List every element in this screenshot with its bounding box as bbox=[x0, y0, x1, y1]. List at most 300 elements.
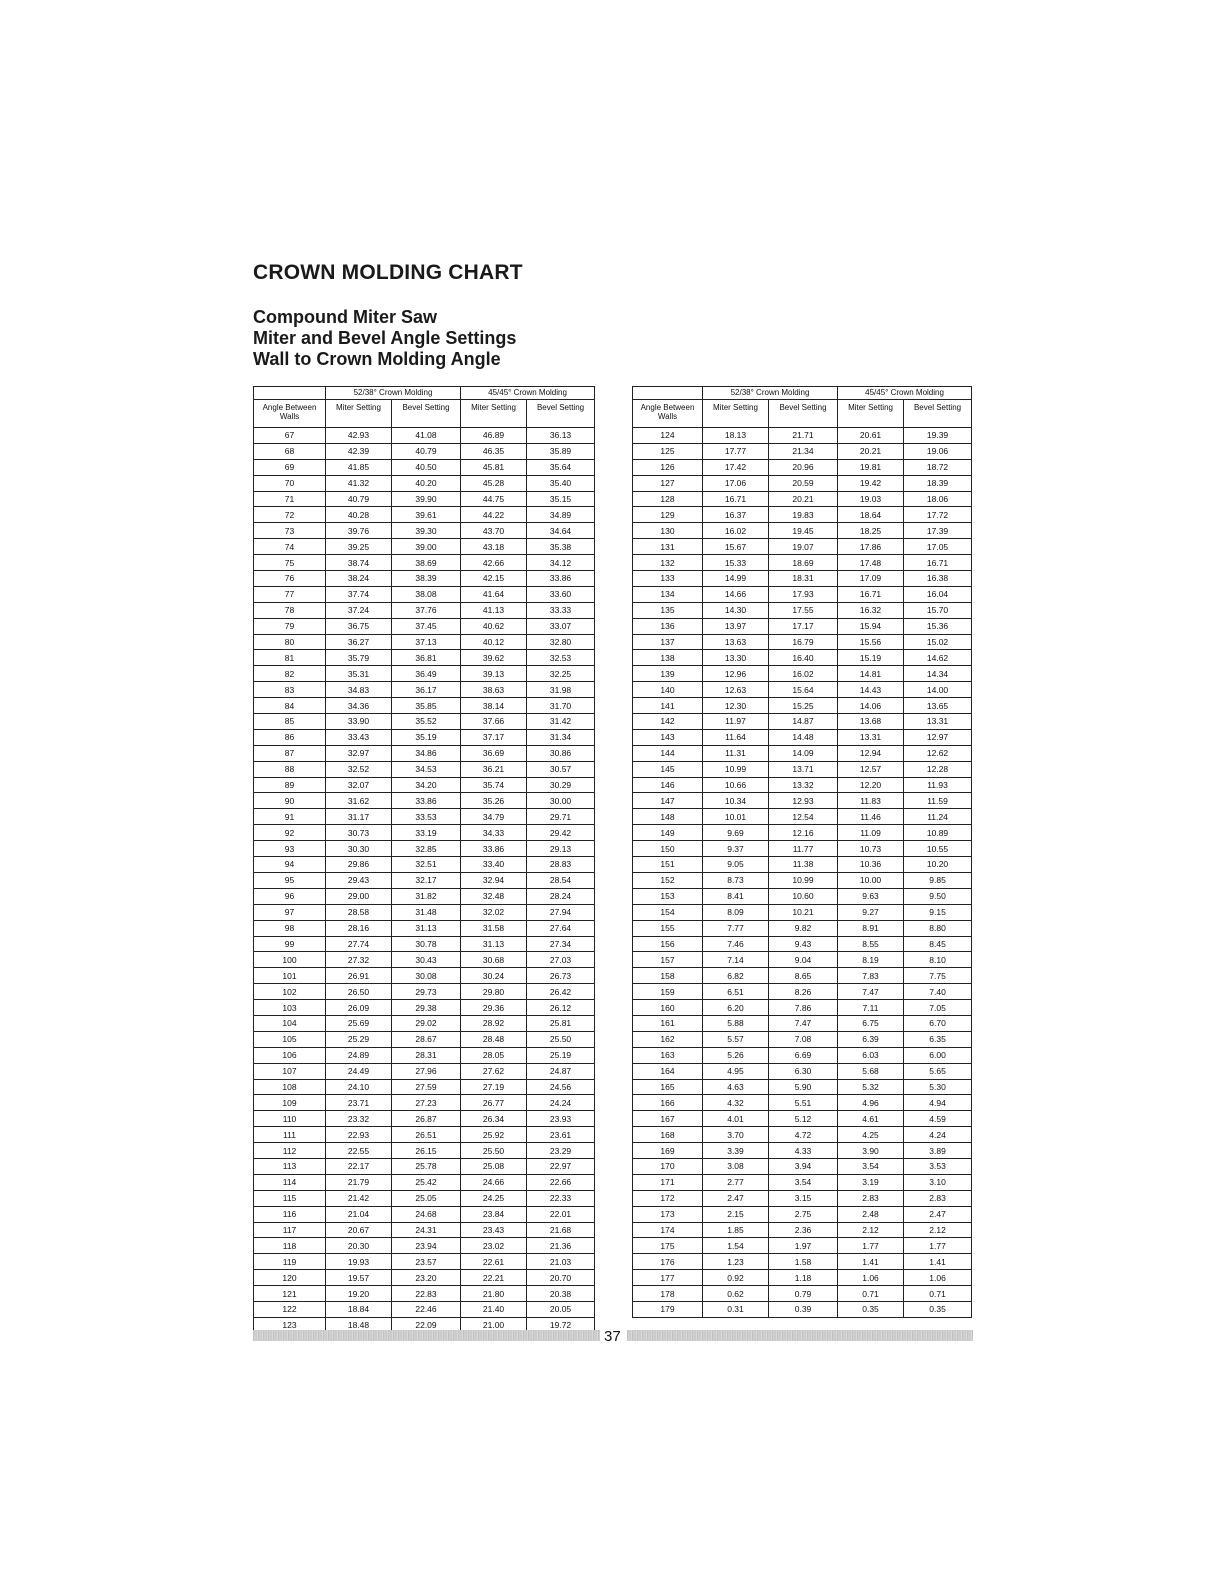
cell-bevel-45-45: 35.38 bbox=[527, 539, 595, 555]
cell-miter-52-38: 10.34 bbox=[703, 793, 769, 809]
cell-bevel-45-45: 35.89 bbox=[527, 443, 595, 459]
cell-angle: 159 bbox=[633, 984, 703, 1000]
table-row bbox=[254, 666, 595, 682]
cell-bevel-52-38: 6.30 bbox=[769, 1063, 838, 1079]
cell-bevel-52-38: 5.51 bbox=[769, 1095, 838, 1111]
cell-angle: 169 bbox=[633, 1143, 703, 1159]
table-row bbox=[254, 936, 595, 952]
cell-bevel-45-45: 31.98 bbox=[527, 682, 595, 698]
cell-bevel-52-38: 33.53 bbox=[392, 809, 461, 825]
cell-miter-45-45: 1.77 bbox=[838, 1238, 904, 1254]
cell-bevel-45-45: 13.31 bbox=[904, 714, 972, 730]
cell-bevel-45-45: 17.05 bbox=[904, 539, 972, 555]
table-row bbox=[633, 507, 972, 523]
cell-miter-52-38: 18.48 bbox=[326, 1317, 392, 1333]
cell-miter-45-45: 30.68 bbox=[461, 952, 527, 968]
cell-miter-45-45: 6.03 bbox=[838, 1047, 904, 1063]
cell-miter-45-45: 27.19 bbox=[461, 1079, 527, 1095]
cell-miter-45-45: 31.58 bbox=[461, 920, 527, 936]
cell-bevel-52-38: 37.13 bbox=[392, 634, 461, 650]
cell-bevel-45-45: 18.39 bbox=[904, 475, 972, 491]
cell-bevel-45-45: 4.94 bbox=[904, 1095, 972, 1111]
cell-miter-45-45: 17.86 bbox=[838, 539, 904, 555]
cell-miter-52-38: 39.76 bbox=[326, 523, 392, 539]
corner-cell bbox=[254, 387, 326, 400]
cell-bevel-52-38: 40.20 bbox=[392, 475, 461, 491]
table-row bbox=[254, 1079, 595, 1095]
footer-bar-left bbox=[253, 1330, 600, 1341]
cell-bevel-45-45: 3.53 bbox=[904, 1158, 972, 1174]
cell-bevel-45-45: 8.45 bbox=[904, 936, 972, 952]
cell-miter-45-45: 20.21 bbox=[838, 443, 904, 459]
cell-bevel-45-45: 3.10 bbox=[904, 1174, 972, 1190]
cell-miter-52-38: 22.17 bbox=[326, 1158, 392, 1174]
table-row bbox=[633, 571, 972, 587]
col-header-bevel: Bevel Setting bbox=[904, 400, 972, 428]
cell-bevel-52-38: 28.31 bbox=[392, 1047, 461, 1063]
table-row bbox=[633, 1111, 972, 1127]
cell-miter-45-45: 19.03 bbox=[838, 491, 904, 507]
cell-bevel-45-45: 12.28 bbox=[904, 761, 972, 777]
table-row bbox=[633, 793, 972, 809]
cell-angle: 100 bbox=[254, 952, 326, 968]
cell-bevel-52-38: 33.86 bbox=[392, 793, 461, 809]
table-row bbox=[254, 968, 595, 984]
table-row bbox=[633, 1206, 972, 1222]
table-row bbox=[633, 714, 972, 730]
cell-miter-52-38: 17.42 bbox=[703, 459, 769, 475]
cell-miter-45-45: 12.94 bbox=[838, 745, 904, 761]
cell-bevel-45-45: 26.12 bbox=[527, 1000, 595, 1016]
cell-miter-45-45: 37.66 bbox=[461, 714, 527, 730]
cell-miter-52-38: 29.00 bbox=[326, 888, 392, 904]
cell-angle: 75 bbox=[254, 555, 326, 571]
cell-bevel-52-38: 21.34 bbox=[769, 443, 838, 459]
cell-miter-45-45: 23.02 bbox=[461, 1238, 527, 1254]
cell-miter-45-45: 5.68 bbox=[838, 1063, 904, 1079]
cell-miter-45-45: 44.22 bbox=[461, 507, 527, 523]
cell-miter-52-38: 1.85 bbox=[703, 1222, 769, 1238]
cell-bevel-45-45: 5.65 bbox=[904, 1063, 972, 1079]
cell-bevel-52-38: 16.40 bbox=[769, 650, 838, 666]
cell-bevel-52-38: 27.59 bbox=[392, 1079, 461, 1095]
cell-angle: 114 bbox=[254, 1174, 326, 1190]
cell-bevel-45-45: 21.03 bbox=[527, 1254, 595, 1270]
cell-angle: 128 bbox=[633, 491, 703, 507]
cell-angle: 135 bbox=[633, 602, 703, 618]
cell-miter-52-38: 42.39 bbox=[326, 443, 392, 459]
cell-angle: 150 bbox=[633, 841, 703, 857]
cell-bevel-45-45: 0.35 bbox=[904, 1301, 972, 1317]
cell-bevel-45-45: 15.36 bbox=[904, 618, 972, 634]
cell-miter-52-38: 5.88 bbox=[703, 1015, 769, 1031]
cell-miter-45-45: 42.15 bbox=[461, 571, 527, 587]
cell-bevel-45-45: 33.60 bbox=[527, 586, 595, 602]
cell-angle: 156 bbox=[633, 936, 703, 952]
cell-angle: 108 bbox=[254, 1079, 326, 1095]
cell-miter-45-45: 27.62 bbox=[461, 1063, 527, 1079]
cell-miter-45-45: 11.46 bbox=[838, 809, 904, 825]
table-row bbox=[633, 1158, 972, 1174]
cell-bevel-45-45: 7.75 bbox=[904, 968, 972, 984]
cell-miter-52-38: 8.09 bbox=[703, 904, 769, 920]
cell-miter-45-45: 29.36 bbox=[461, 1000, 527, 1016]
cell-bevel-45-45: 11.93 bbox=[904, 777, 972, 793]
cell-miter-45-45: 8.19 bbox=[838, 952, 904, 968]
table-row bbox=[633, 618, 972, 634]
cell-miter-52-38: 29.43 bbox=[326, 872, 392, 888]
cell-bevel-52-38: 7.08 bbox=[769, 1031, 838, 1047]
cell-miter-45-45: 17.09 bbox=[838, 571, 904, 587]
cell-miter-45-45: 12.20 bbox=[838, 777, 904, 793]
cell-miter-45-45: 8.91 bbox=[838, 920, 904, 936]
cell-miter-45-45: 7.83 bbox=[838, 968, 904, 984]
cell-miter-45-45: 10.36 bbox=[838, 857, 904, 873]
table-row bbox=[633, 825, 972, 841]
cell-bevel-45-45: 17.39 bbox=[904, 523, 972, 539]
cell-bevel-52-38: 1.18 bbox=[769, 1270, 838, 1286]
cell-angle: 76 bbox=[254, 571, 326, 587]
table-row bbox=[254, 809, 595, 825]
cell-bevel-45-45: 27.64 bbox=[527, 920, 595, 936]
cell-bevel-52-38: 4.72 bbox=[769, 1127, 838, 1143]
cell-miter-52-38: 12.63 bbox=[703, 682, 769, 698]
group-header-52-38: 52/38° Crown Molding bbox=[703, 387, 838, 400]
cell-miter-52-38: 16.71 bbox=[703, 491, 769, 507]
cell-bevel-52-38: 24.31 bbox=[392, 1222, 461, 1238]
cell-miter-52-38: 8.41 bbox=[703, 888, 769, 904]
cell-miter-45-45: 13.31 bbox=[838, 729, 904, 745]
cell-miter-52-38: 38.24 bbox=[326, 571, 392, 587]
cell-angle: 120 bbox=[254, 1270, 326, 1286]
table-row bbox=[254, 571, 595, 587]
cell-miter-45-45: 40.62 bbox=[461, 618, 527, 634]
cell-miter-52-38: 29.86 bbox=[326, 857, 392, 873]
table-row bbox=[633, 1079, 972, 1095]
cell-miter-52-38: 23.71 bbox=[326, 1095, 392, 1111]
cell-miter-45-45: 40.12 bbox=[461, 634, 527, 650]
cell-miter-45-45: 23.43 bbox=[461, 1222, 527, 1238]
cell-bevel-45-45: 22.01 bbox=[527, 1206, 595, 1222]
cell-bevel-52-38: 22.83 bbox=[392, 1286, 461, 1302]
cell-miter-52-38: 20.30 bbox=[326, 1238, 392, 1254]
cell-miter-45-45: 45.81 bbox=[461, 459, 527, 475]
cell-miter-52-38: 14.66 bbox=[703, 586, 769, 602]
cell-bevel-45-45: 0.71 bbox=[904, 1286, 972, 1302]
cell-bevel-52-38: 15.64 bbox=[769, 682, 838, 698]
cell-bevel-45-45: 9.15 bbox=[904, 904, 972, 920]
cell-miter-45-45: 2.83 bbox=[838, 1190, 904, 1206]
cell-miter-52-38: 14.99 bbox=[703, 571, 769, 587]
cell-miter-45-45: 21.40 bbox=[461, 1301, 527, 1317]
table-row bbox=[633, 523, 972, 539]
table-row bbox=[633, 602, 972, 618]
cell-angle: 93 bbox=[254, 841, 326, 857]
table-row bbox=[254, 1270, 595, 1286]
table-row bbox=[254, 618, 595, 634]
cell-miter-45-45: 29.80 bbox=[461, 984, 527, 1000]
cell-miter-52-38: 10.99 bbox=[703, 761, 769, 777]
cell-miter-52-38: 35.79 bbox=[326, 650, 392, 666]
cell-angle: 131 bbox=[633, 539, 703, 555]
cell-bevel-52-38: 38.39 bbox=[392, 571, 461, 587]
cell-bevel-52-38: 31.13 bbox=[392, 920, 461, 936]
cell-miter-52-38: 41.85 bbox=[326, 459, 392, 475]
cell-miter-52-38: 8.73 bbox=[703, 872, 769, 888]
cell-miter-45-45: 2.12 bbox=[838, 1222, 904, 1238]
cell-miter-52-38: 25.69 bbox=[326, 1015, 392, 1031]
cell-bevel-52-38: 16.79 bbox=[769, 634, 838, 650]
cell-angle: 115 bbox=[254, 1190, 326, 1206]
cell-miter-52-38: 24.10 bbox=[326, 1079, 392, 1095]
cell-bevel-52-38: 39.61 bbox=[392, 507, 461, 523]
cell-miter-52-38: 37.24 bbox=[326, 602, 392, 618]
cell-bevel-52-38: 36.49 bbox=[392, 666, 461, 682]
cell-miter-52-38: 40.28 bbox=[326, 507, 392, 523]
cell-angle: 170 bbox=[633, 1158, 703, 1174]
cell-angle: 137 bbox=[633, 634, 703, 650]
table-row bbox=[254, 1111, 595, 1127]
cell-bevel-52-38: 13.71 bbox=[769, 761, 838, 777]
cell-angle: 155 bbox=[633, 920, 703, 936]
cell-bevel-45-45: 23.93 bbox=[527, 1111, 595, 1127]
cell-angle: 91 bbox=[254, 809, 326, 825]
cell-miter-52-38: 41.32 bbox=[326, 475, 392, 491]
cell-miter-52-38: 0.31 bbox=[703, 1301, 769, 1317]
cell-miter-52-38: 4.95 bbox=[703, 1063, 769, 1079]
table-row bbox=[633, 443, 972, 459]
cell-miter-52-38: 1.23 bbox=[703, 1254, 769, 1270]
table-row bbox=[633, 634, 972, 650]
footer-bar-right bbox=[627, 1330, 973, 1341]
table-row bbox=[254, 1222, 595, 1238]
cell-angle: 84 bbox=[254, 698, 326, 714]
cell-miter-45-45: 36.21 bbox=[461, 761, 527, 777]
cell-miter-52-38: 19.93 bbox=[326, 1254, 392, 1270]
cell-bevel-45-45: 24.87 bbox=[527, 1063, 595, 1079]
table-row bbox=[254, 428, 595, 444]
cell-miter-52-38: 19.20 bbox=[326, 1286, 392, 1302]
cell-bevel-45-45: 6.35 bbox=[904, 1031, 972, 1047]
table-row bbox=[254, 920, 595, 936]
cell-miter-52-38: 9.37 bbox=[703, 841, 769, 857]
cell-bevel-52-38: 18.69 bbox=[769, 555, 838, 571]
cell-miter-52-38: 7.14 bbox=[703, 952, 769, 968]
table-row bbox=[633, 475, 972, 491]
table-row bbox=[633, 1222, 972, 1238]
cell-bevel-52-38: 23.20 bbox=[392, 1270, 461, 1286]
cell-angle: 123 bbox=[254, 1317, 326, 1333]
cell-bevel-45-45: 11.59 bbox=[904, 793, 972, 809]
cell-miter-52-38: 0.92 bbox=[703, 1270, 769, 1286]
crown-molding-table-left bbox=[253, 386, 595, 1334]
cell-miter-52-38: 30.30 bbox=[326, 841, 392, 857]
group-header-52-38: 52/38° Crown Molding bbox=[326, 387, 461, 400]
cell-miter-52-38: 23.32 bbox=[326, 1111, 392, 1127]
cell-miter-52-38: 16.02 bbox=[703, 523, 769, 539]
cell-bevel-45-45: 23.61 bbox=[527, 1127, 595, 1143]
table-row bbox=[633, 777, 972, 793]
table-row bbox=[633, 841, 972, 857]
cell-miter-52-38: 3.08 bbox=[703, 1158, 769, 1174]
cell-bevel-45-45: 30.00 bbox=[527, 793, 595, 809]
cell-angle: 176 bbox=[633, 1254, 703, 1270]
cell-angle: 74 bbox=[254, 539, 326, 555]
cell-bevel-52-38: 31.82 bbox=[392, 888, 461, 904]
cell-angle: 153 bbox=[633, 888, 703, 904]
cell-bevel-45-45: 17.72 bbox=[904, 507, 972, 523]
cell-bevel-45-45: 21.36 bbox=[527, 1238, 595, 1254]
cell-miter-45-45: 4.61 bbox=[838, 1111, 904, 1127]
table-row bbox=[254, 904, 595, 920]
cell-miter-45-45: 9.27 bbox=[838, 904, 904, 920]
cell-angle: 99 bbox=[254, 936, 326, 952]
cell-miter-52-38: 5.26 bbox=[703, 1047, 769, 1063]
cell-bevel-52-38: 10.99 bbox=[769, 872, 838, 888]
table-row bbox=[254, 1063, 595, 1079]
corner-cell bbox=[633, 387, 703, 400]
cell-miter-45-45: 41.13 bbox=[461, 602, 527, 618]
cell-miter-45-45: 25.92 bbox=[461, 1127, 527, 1143]
cell-miter-45-45: 32.02 bbox=[461, 904, 527, 920]
cell-miter-45-45: 35.26 bbox=[461, 793, 527, 809]
cell-miter-45-45: 1.41 bbox=[838, 1254, 904, 1270]
table-row bbox=[633, 1063, 972, 1079]
cell-angle: 118 bbox=[254, 1238, 326, 1254]
cell-miter-52-38: 34.83 bbox=[326, 682, 392, 698]
cell-bevel-45-45: 15.70 bbox=[904, 602, 972, 618]
cell-angle: 174 bbox=[633, 1222, 703, 1238]
cell-bevel-52-38: 10.60 bbox=[769, 888, 838, 904]
cell-miter-45-45: 34.33 bbox=[461, 825, 527, 841]
cell-angle: 172 bbox=[633, 1190, 703, 1206]
cell-bevel-52-38: 28.67 bbox=[392, 1031, 461, 1047]
cell-miter-52-38: 6.20 bbox=[703, 1000, 769, 1016]
cell-bevel-45-45: 31.70 bbox=[527, 698, 595, 714]
cell-miter-45-45: 36.69 bbox=[461, 745, 527, 761]
cell-angle: 178 bbox=[633, 1286, 703, 1302]
cell-miter-45-45: 39.13 bbox=[461, 666, 527, 682]
cell-bevel-52-38: 13.32 bbox=[769, 777, 838, 793]
table-body-left bbox=[254, 428, 595, 1334]
cell-miter-45-45: 15.19 bbox=[838, 650, 904, 666]
cell-bevel-45-45: 31.34 bbox=[527, 729, 595, 745]
cell-angle: 132 bbox=[633, 555, 703, 571]
table-row bbox=[254, 555, 595, 571]
cell-bevel-52-38: 15.25 bbox=[769, 698, 838, 714]
cell-bevel-52-38: 37.45 bbox=[392, 618, 461, 634]
cell-bevel-52-38: 39.90 bbox=[392, 491, 461, 507]
table-row bbox=[254, 1190, 595, 1206]
cell-bevel-52-38: 7.47 bbox=[769, 1015, 838, 1031]
table-row bbox=[254, 634, 595, 650]
cell-bevel-45-45: 9.50 bbox=[904, 888, 972, 904]
table-row bbox=[633, 1238, 972, 1254]
cell-miter-52-38: 39.25 bbox=[326, 539, 392, 555]
table-row bbox=[633, 857, 972, 873]
table-row bbox=[633, 1143, 972, 1159]
cell-bevel-52-38: 2.36 bbox=[769, 1222, 838, 1238]
cell-miter-45-45: 7.47 bbox=[838, 984, 904, 1000]
cell-bevel-45-45: 30.86 bbox=[527, 745, 595, 761]
table-row bbox=[633, 745, 972, 761]
cell-bevel-45-45: 10.55 bbox=[904, 841, 972, 857]
table-row bbox=[633, 952, 972, 968]
cell-bevel-45-45: 35.15 bbox=[527, 491, 595, 507]
cell-miter-45-45: 16.32 bbox=[838, 602, 904, 618]
cell-bevel-45-45: 4.24 bbox=[904, 1127, 972, 1143]
cell-bevel-52-38: 25.78 bbox=[392, 1158, 461, 1174]
cell-bevel-45-45: 28.54 bbox=[527, 872, 595, 888]
cell-miter-52-38: 33.43 bbox=[326, 729, 392, 745]
table-row bbox=[254, 1206, 595, 1222]
cell-bevel-52-38: 38.69 bbox=[392, 555, 461, 571]
cell-miter-52-38: 17.77 bbox=[703, 443, 769, 459]
cell-bevel-45-45: 20.70 bbox=[527, 1270, 595, 1286]
cell-miter-45-45: 25.50 bbox=[461, 1143, 527, 1159]
cell-bevel-52-38: 22.09 bbox=[392, 1317, 461, 1333]
cell-bevel-52-38: 26.15 bbox=[392, 1143, 461, 1159]
cell-bevel-45-45: 33.33 bbox=[527, 602, 595, 618]
cell-miter-45-45: 32.94 bbox=[461, 872, 527, 888]
table-row bbox=[254, 1015, 595, 1031]
cell-miter-52-38: 5.57 bbox=[703, 1031, 769, 1047]
cell-miter-45-45: 43.70 bbox=[461, 523, 527, 539]
cell-angle: 146 bbox=[633, 777, 703, 793]
cell-miter-45-45: 24.66 bbox=[461, 1174, 527, 1190]
table-row bbox=[254, 1047, 595, 1063]
cell-bevel-45-45: 29.71 bbox=[527, 809, 595, 825]
cell-bevel-45-45: 24.24 bbox=[527, 1095, 595, 1111]
table-row bbox=[633, 586, 972, 602]
cell-miter-52-38: 26.09 bbox=[326, 1000, 392, 1016]
cell-bevel-52-38: 17.93 bbox=[769, 586, 838, 602]
cell-angle: 143 bbox=[633, 729, 703, 745]
table-row bbox=[633, 1031, 972, 1047]
cell-miter-45-45: 24.25 bbox=[461, 1190, 527, 1206]
cell-bevel-45-45: 12.62 bbox=[904, 745, 972, 761]
cell-bevel-45-45: 1.06 bbox=[904, 1270, 972, 1286]
cell-miter-45-45: 37.17 bbox=[461, 729, 527, 745]
cell-bevel-52-38: 33.19 bbox=[392, 825, 461, 841]
cell-angle: 141 bbox=[633, 698, 703, 714]
table-row bbox=[254, 1127, 595, 1143]
cell-bevel-52-38: 5.12 bbox=[769, 1111, 838, 1127]
cell-bevel-52-38: 30.08 bbox=[392, 968, 461, 984]
cell-bevel-45-45: 25.50 bbox=[527, 1031, 595, 1047]
table-row bbox=[254, 825, 595, 841]
cell-bevel-45-45: 7.40 bbox=[904, 984, 972, 1000]
cell-miter-45-45: 43.18 bbox=[461, 539, 527, 555]
cell-angle: 112 bbox=[254, 1143, 326, 1159]
cell-angle: 179 bbox=[633, 1301, 703, 1317]
cell-angle: 129 bbox=[633, 507, 703, 523]
cell-miter-52-38: 36.27 bbox=[326, 634, 392, 650]
cell-bevel-52-38: 20.96 bbox=[769, 459, 838, 475]
cell-angle: 102 bbox=[254, 984, 326, 1000]
cell-bevel-45-45: 20.38 bbox=[527, 1286, 595, 1302]
cell-bevel-45-45: 1.77 bbox=[904, 1238, 972, 1254]
cell-bevel-52-38: 32.17 bbox=[392, 872, 461, 888]
table-row bbox=[633, 936, 972, 952]
cell-angle: 107 bbox=[254, 1063, 326, 1079]
table-row bbox=[254, 507, 595, 523]
cell-bevel-45-45: 15.02 bbox=[904, 634, 972, 650]
col-header-angle: Angle Between Walls bbox=[254, 400, 326, 428]
cell-bevel-45-45: 12.97 bbox=[904, 729, 972, 745]
cell-angle: 119 bbox=[254, 1254, 326, 1270]
cell-miter-45-45: 11.09 bbox=[838, 825, 904, 841]
